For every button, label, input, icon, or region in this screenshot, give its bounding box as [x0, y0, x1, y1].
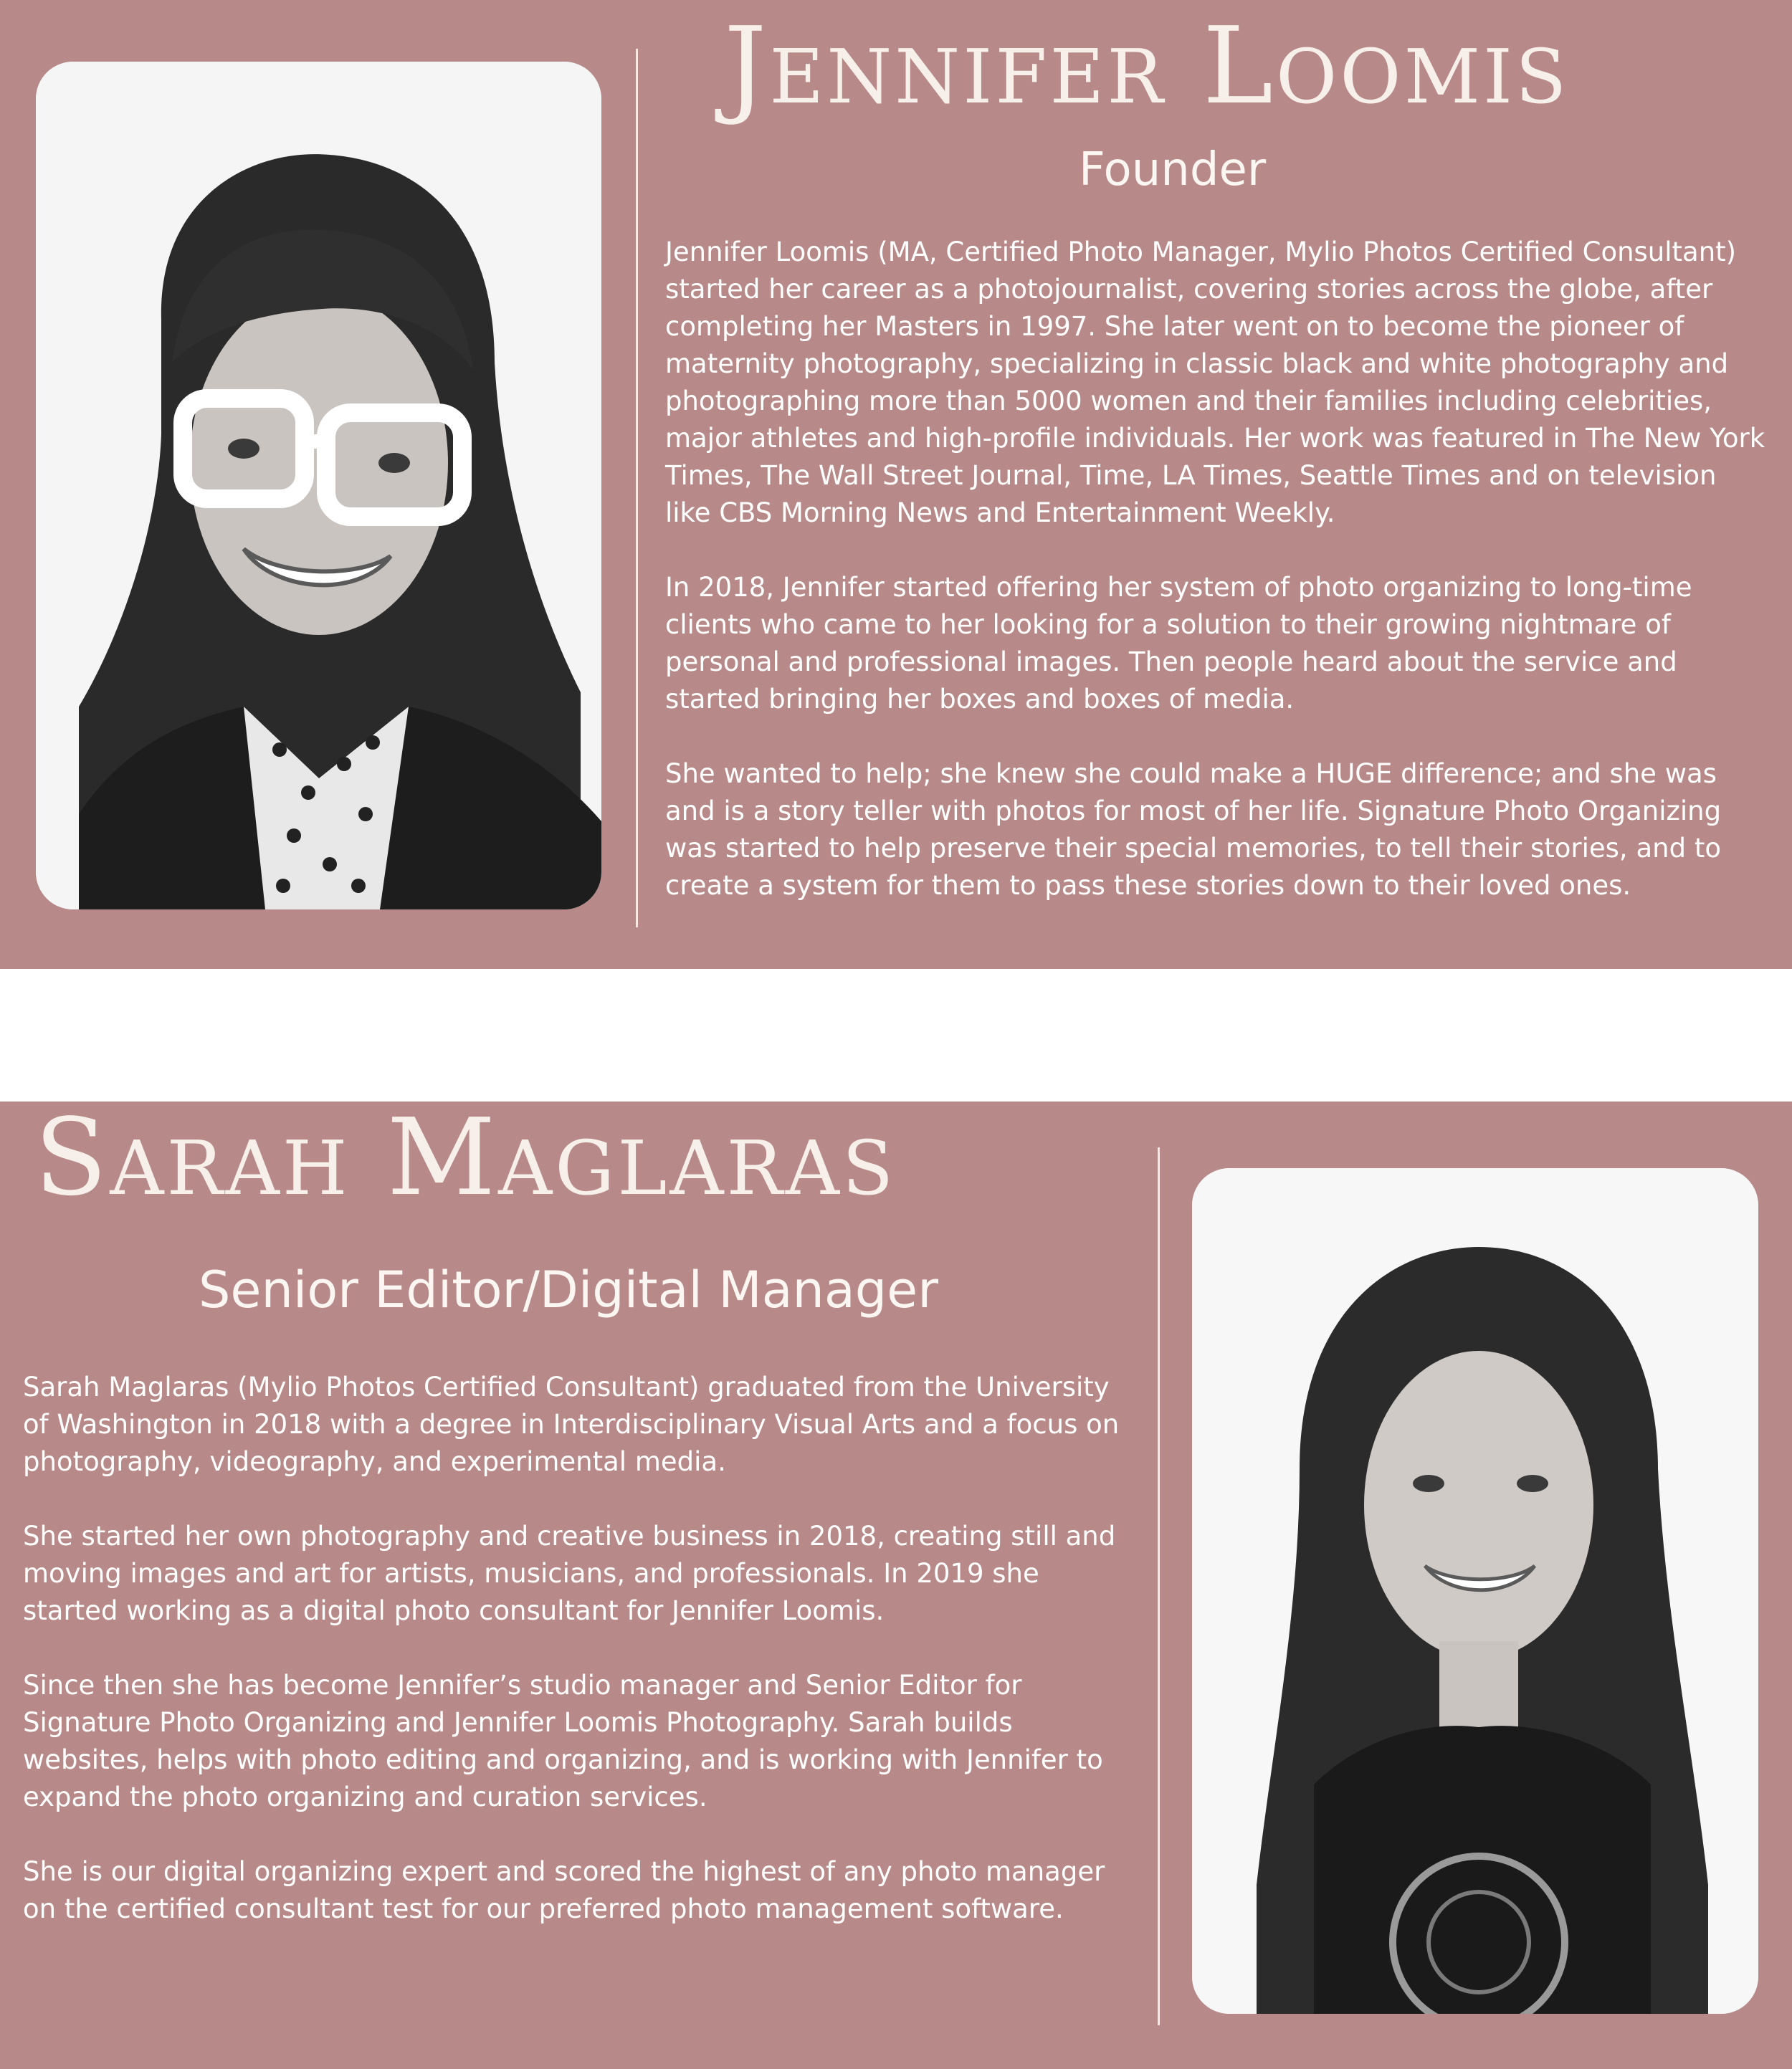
- person-name: Sarah Maglaras: [34, 1096, 897, 1219]
- bio-paragraph: In 2018, Jennifer started offering her system of photo organizing to long-time clients who came to her looking for a solution to their growing nightmare of personal and professional images. Then people heard about the service and started bringing her boxes and boxes of media.: [665, 572, 1692, 715]
- bio-paragraph: Sarah Maglaras (Mylio Photos Certified Consultant) graduated from the University of Washington in 2018 with a degree in Interdisciplinary Visual Arts and a focus on photography, videography, and experimental media.: [23, 1372, 1120, 1477]
- bio-paragraph: Jennifer Loomis (MA, Certified Photo Manager, Mylio Photos Certified Consultant) started her career as a photojournalist, covering stories across the globe, after completing her Masters in 1997. She later went on to become the pioneer of maternity photography, specializing in classic black and white photography and photographing more than 5000 women and their families including celebrities, major athletes and high-profile individuals. Her work was featured in The New York Times, The Wall Street Journal, Time, LA Times, Seattle Times and on television like CBS Morning News and Entertainment Weekly.: [665, 236, 1765, 528]
- person-name: Jennifer Loomis: [724, 4, 1570, 128]
- bio-paragraph: She started her own photography and creative business in 2018, creating still and moving images and art for artists, musicians, and professionals. In 2019 she started working as a digital photo consultant for Jennifer Loomis.: [23, 1521, 1116, 1626]
- bio-paragraph: Since then she has become Jennifer’s studio manager and Senior Editor for Signature Photo Organizing and Jennifer Loomis Photography. Sarah builds websites, helps with photo editing and organizing, and is working with Jennifer to expand the photo organizing and curation services.: [23, 1670, 1103, 1812]
- profile-card-jennifer: [0, 0, 1792, 969]
- portrait-photo-jennifer: [36, 62, 601, 909]
- person-role: Senior Editor/Digital Manager: [199, 1261, 939, 1319]
- portrait-image: [1192, 1168, 1758, 2014]
- person-role: Founder: [1079, 143, 1267, 196]
- person-bio: [23, 1369, 1141, 1965]
- divider-line: [1158, 1147, 1160, 2025]
- person-bio: [665, 234, 1769, 942]
- bio-paragraph: She wanted to help; she knew she could make a HUGE difference; and she was and is a story teller with photos for most of her life. Signature Photo Organizing was started to help preserve their special memories, to tell their stories, and to create a system for them to pass these stories down to their loved ones.: [665, 758, 1722, 901]
- divider-line: [636, 49, 638, 927]
- bio-paragraph: She is our digital organizing expert and scored the highest of any photo manager on the certified consultant test for our preferred photo management software.: [23, 1856, 1105, 1924]
- profile-card-sarah: [0, 1096, 1792, 2069]
- portrait-image: [36, 62, 601, 909]
- portrait-photo-sarah: [1192, 1168, 1758, 2014]
